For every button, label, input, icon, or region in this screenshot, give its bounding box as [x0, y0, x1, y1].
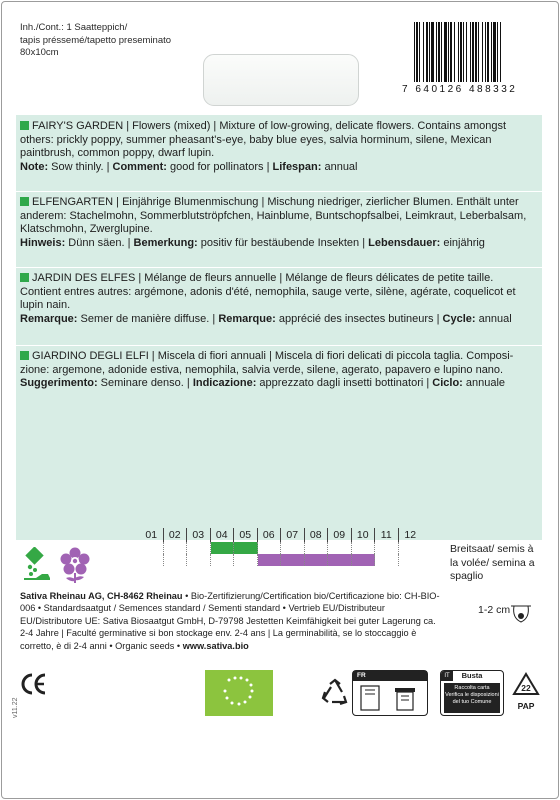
section-intro: | Mélange de fleurs annuelle | Mélange de fleurs délicates de petite taille. Contient entres autres: argémone, adonis d'été, nemophila, sauge verte, silène, agérate, coquelicot et lupin nain.	[20, 272, 516, 311]
section-french	[20, 272, 536, 326]
note-value: Semer de manière diffuse. |	[77, 312, 219, 325]
calendar-month-label: 12	[404, 529, 417, 541]
section-divider	[16, 191, 542, 192]
calendar-sowing-cell	[258, 542, 282, 554]
calendar-sowing-cell	[305, 542, 329, 554]
sowing-method-line: Breitsaat/ semis à	[450, 543, 534, 555]
section-intro: | Einjährige Blumenmischung | Mischung niedriger, zierlicher Blumen. Enthält unter anderem: Stachelmohn, Sommerblutströpfchen, Hainblume, Buntschopfsalbei, Leimkraut, Leberbalsam, Klatschmohn, Zwerglupine.	[20, 196, 527, 235]
busta-line: Verifica le disposizioni	[445, 691, 499, 698]
calendar-sowing-cell	[234, 542, 258, 554]
website: www.sativa.bio	[182, 640, 249, 651]
calendar-bloom-cell	[234, 554, 258, 566]
calendar-bloom-row	[140, 554, 422, 566]
eu-organic-logo	[205, 670, 273, 716]
calendar-bloom-cell	[281, 554, 305, 566]
comment-value: positiv für bestäubende Insekten |	[197, 236, 369, 249]
package-contents	[20, 22, 171, 60]
pap-label: PAP	[517, 701, 535, 711]
barcode	[414, 22, 538, 82]
comment-label: Bemerkung:	[133, 236, 198, 249]
calendar-month-label: 05	[234, 528, 258, 542]
note-value: Seminare denso. |	[97, 377, 193, 389]
company-details: • Bio-Zertifizierung/Certification bio/Certificazione bio: CH-BIO-006 • Standardsaatgut / Semences standard / Sementi standard • Vertrieb EU/Distributeur EU/Distributore UE: Sativa Biosaatgut GmbH, D-79798 Jestetten Keimfähigkeit bei guter Lagerung ca. 2-4 Jahre | Faculté germinative si bon stockage env. 2-4 ans | La germinabilità, se lo stoccaggio è corretto, è di 2-4 anni • Organic seeds •	[20, 591, 440, 651]
busta-tag: IT	[441, 671, 453, 681]
sowing-hand-icon	[22, 547, 52, 581]
busta-instructions	[444, 683, 500, 713]
calendar-sowing-cell	[352, 542, 376, 554]
calendar-bloom-cell	[211, 554, 235, 566]
calendar-sowing-cell	[211, 542, 235, 554]
note-label: Note:	[20, 160, 49, 173]
pap-recycling-mark	[512, 672, 540, 711]
barcode-bar	[501, 22, 502, 82]
section-divider	[16, 345, 542, 346]
lifespan-value: annual	[475, 312, 512, 325]
section-italian	[20, 350, 536, 391]
calendar-sowing-cell	[140, 542, 164, 554]
comment-value: apprezzato dagli insetti bottinatori |	[256, 377, 433, 389]
green-square-icon	[20, 273, 29, 282]
calendar-bloom-cell	[328, 554, 352, 566]
lifespan-label: Lebensdauer:	[368, 236, 441, 249]
packaging-bin-icon	[353, 680, 429, 716]
sowing-depth: 1-2 cm	[478, 604, 511, 616]
calendar-sowing-cell	[399, 542, 423, 554]
comment-label: Remarque:	[218, 312, 276, 325]
calendar-sowing-cell	[328, 542, 352, 554]
ce-mark-icon	[20, 672, 48, 696]
calendar-sowing-row	[140, 542, 422, 554]
section-english	[20, 120, 536, 174]
section-title: JARDIN DES ELFES	[32, 272, 136, 284]
sowing-method	[450, 543, 550, 584]
green-square-icon	[20, 351, 29, 360]
section-divider	[16, 267, 542, 268]
calendar-month-label: 11	[375, 528, 399, 542]
calendar-bloom-cell	[399, 554, 423, 566]
calendar-bloom-cell	[375, 554, 399, 566]
italian-disposal-label	[440, 670, 504, 716]
fr-triman-badge	[352, 670, 428, 716]
note-label: Suggerimento:	[20, 377, 98, 389]
calendar-bloom-cell	[140, 554, 164, 566]
calendar-sowing-cell	[375, 542, 399, 554]
calendar-bloom-cell	[258, 554, 282, 566]
pap-number: 22	[521, 683, 531, 693]
green-square-icon	[20, 197, 29, 206]
flower-icon	[58, 546, 92, 584]
comment-value: apprécié des insectes butineurs |	[275, 312, 443, 325]
company-info	[20, 590, 444, 652]
section-title: FAIRY'S GARDEN	[32, 120, 124, 132]
calendar-month-label: 07	[281, 528, 305, 542]
calendar-month-label: 03	[187, 528, 211, 542]
lifespan-label: Lifespan:	[272, 160, 322, 173]
contents-line: tapis préssemé/tapetto preseminato	[20, 34, 172, 46]
calendar-month-label: 01	[140, 528, 164, 542]
green-square-icon	[20, 121, 29, 130]
calendar-sowing-cell	[164, 542, 188, 554]
note-label: Hinweis:	[20, 236, 66, 249]
lifespan-value: annuale	[462, 377, 506, 389]
barcode-number: 7 640126 488332	[402, 84, 518, 95]
busta-line: del tuo Comune	[452, 698, 492, 705]
note-label: Remarque:	[20, 312, 78, 325]
calendar-month-label: 06	[258, 528, 282, 542]
calendar-bloom-cell	[164, 554, 188, 566]
busta-line: Raccolta carta	[454, 685, 490, 691]
contents-line: Inh./Cont.: 1 Saatteppich/	[20, 22, 128, 33]
lifespan-label: Ciclo:	[432, 377, 463, 389]
calendar-month-label: 02	[164, 528, 188, 542]
section-intro: | Flowers (mixed) | Mixture of low-growing, delicate flowers. Contains amongst others: prickly poppy, summer pheasant's-eye, baby blue eyes, salvia horminum, silene, Mexican paintbrush, common poppy, dwarf lupin.	[20, 120, 507, 159]
calendar-sowing-cell	[187, 542, 211, 554]
calendar-month-label: 10	[352, 528, 376, 542]
description-panel	[16, 115, 542, 540]
calendar-sowing-cell	[281, 542, 305, 554]
lifespan-value: annual	[321, 160, 358, 173]
calendar-month-label: 09	[328, 528, 352, 542]
recycling-icon	[320, 678, 350, 708]
busta-title: Busta	[461, 671, 483, 680]
calendar-months	[140, 528, 422, 542]
comment-label: Indicazione:	[192, 377, 257, 389]
sowing-bloom-calendar	[140, 528, 422, 566]
comment-value: good for pollinators |	[166, 160, 273, 173]
note-value: Sow thinly. |	[48, 160, 113, 173]
sowing-method-line: la volée/ semina a	[450, 556, 535, 569]
section-title: GIARDINO DEGLI ELFI	[32, 350, 149, 362]
fr-label: FR	[357, 672, 366, 679]
company-name: Sativa Rheinau AG, CH-8462 Rheinau	[20, 591, 183, 601]
section-german	[20, 196, 536, 250]
calendar-month-label: 04	[211, 528, 235, 542]
pap-triangle-icon	[512, 672, 540, 698]
calendar-bloom-cell	[305, 554, 329, 566]
contents-line: 80x10cm	[20, 47, 59, 58]
calendar-bloom-cell	[352, 554, 376, 566]
packet-window	[203, 54, 359, 106]
eu-leaf-icon	[205, 670, 273, 716]
lifespan-label: Cycle:	[442, 312, 476, 325]
section-title: ELFENGARTEN	[32, 196, 114, 208]
section-intro: | Miscela di fiori annuali | Miscela di fiori delicati di piccola taglia. Composizione: argemone, adonide estiva, nemophila, salvia verde, silene, agerato, papavero e lupino nano.	[20, 350, 514, 376]
lifespan-value: einjährig	[440, 236, 485, 249]
sowing-depth-icon	[510, 602, 532, 624]
version-code: v11.22	[12, 697, 19, 718]
sowing-method-line: spaglio	[450, 570, 484, 582]
calendar-bloom-cell	[187, 554, 211, 566]
calendar-month-label: 08	[305, 528, 329, 542]
note-value: Dünn säen. |	[65, 236, 134, 249]
comment-label: Comment:	[112, 160, 167, 173]
